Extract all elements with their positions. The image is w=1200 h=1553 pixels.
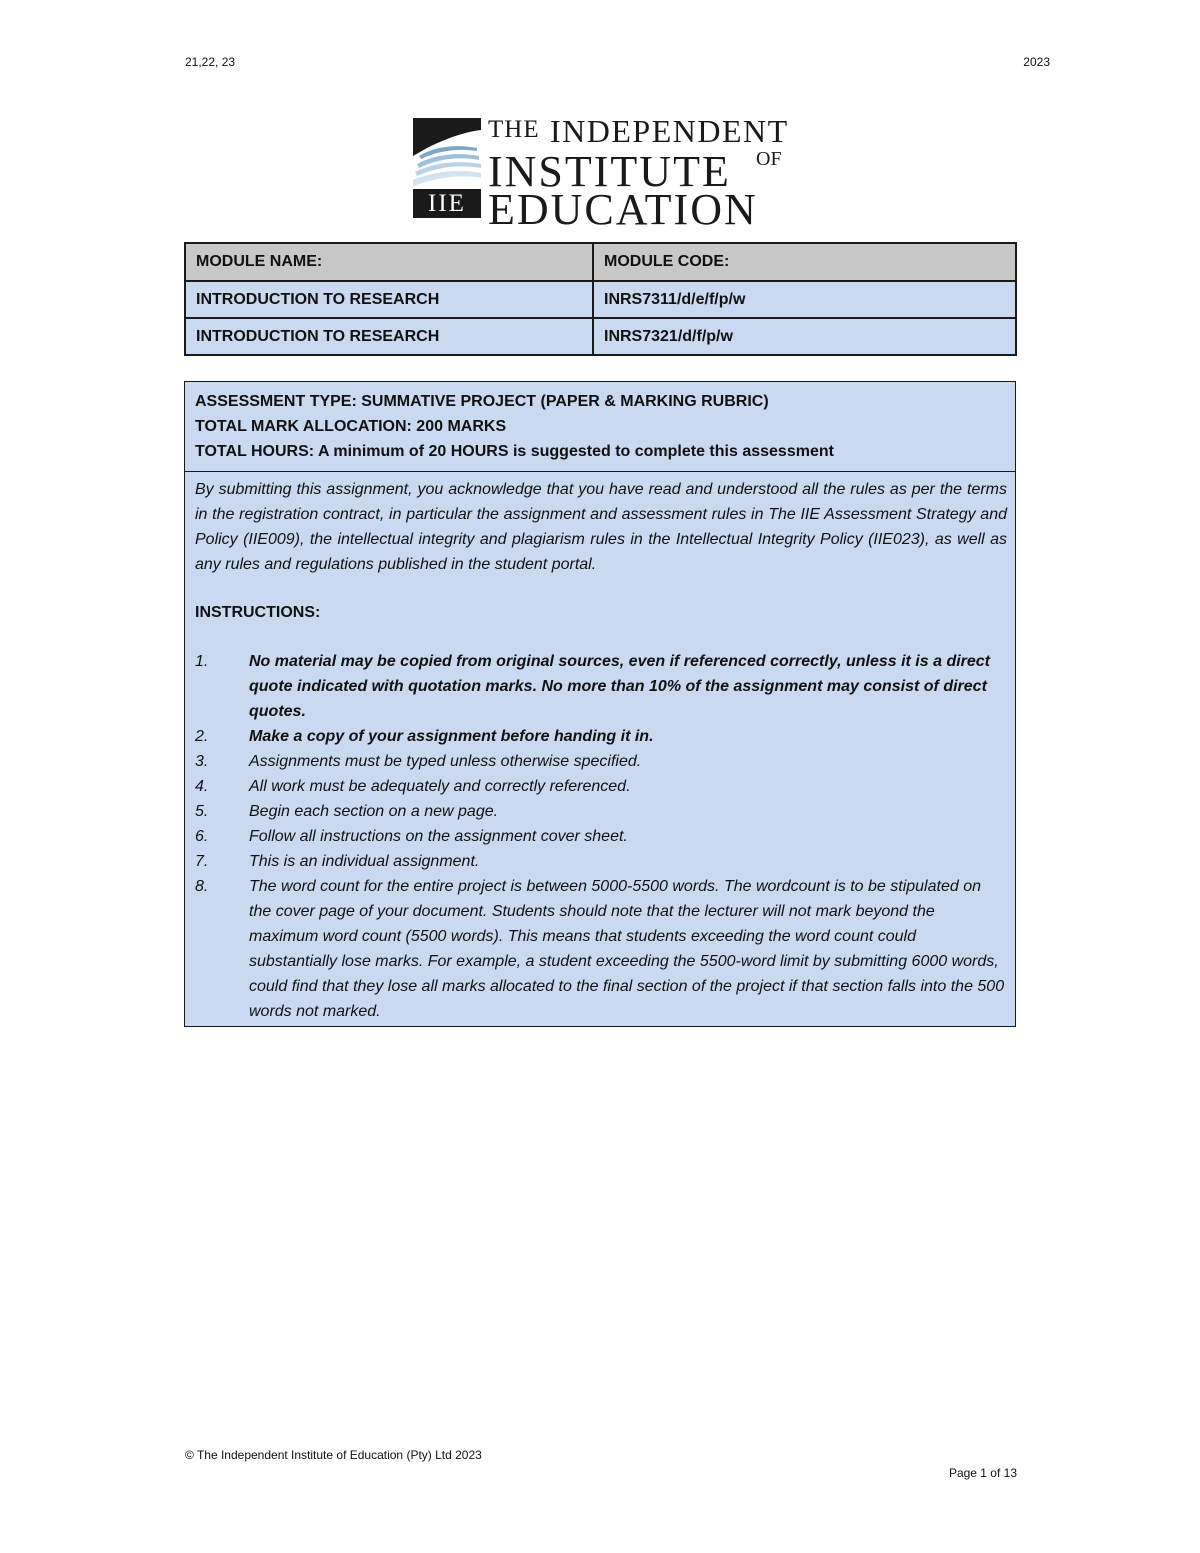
item-text: This is an individual assignment. (249, 853, 480, 870)
list-item (195, 724, 1007, 749)
instructions-list (195, 649, 1007, 1024)
assessment-summary (185, 382, 1015, 472)
table-row (185, 318, 1016, 355)
module-code-header: MODULE CODE: (593, 243, 1016, 281)
item-text: The word count for the entire project is between 5000-5500 words. The wordcount is to be stipulated on the cover page of your document. Students should note that the lecturer will not mark beyond the maximum word count (5500 words). This means that students exceeding the word count could substantially lose marks. For example, a student exceeding the 5500-word limit by submitting 6000 words, could find that they lose all marks allocated to the final section of the project if that section falls into the 500 words not marked. (249, 878, 1005, 1020)
item-text: Follow all instructions on the assignment cover sheet. (249, 828, 628, 845)
item-number: 5. (195, 803, 209, 820)
list-item (195, 824, 1007, 849)
header-left-text: 21,22, 23 (185, 55, 236, 69)
logo-the: THE (488, 116, 540, 143)
assessment-type: ASSESSMENT TYPE: SUMMATIVE PROJECT (PAPER & MARKING RUBRIC) (195, 393, 769, 410)
module-name-cell: INTRODUCTION TO RESEARCH (185, 281, 593, 318)
item-number: 6. (195, 828, 209, 845)
module-name-header: MODULE NAME: (185, 243, 593, 281)
footer-copyright: © The Independent Institute of Education (Pty) Ltd 2023 (185, 1448, 482, 1462)
total-hours: TOTAL HOURS: A minimum of 20 HOURS is suggested to complete this assessment (195, 443, 834, 460)
item-number: 7. (195, 853, 209, 870)
item-number: 2. (195, 728, 209, 745)
list-item (195, 874, 1007, 1024)
list-item (195, 649, 1007, 724)
logo-institute: INSTITUTE (488, 147, 731, 196)
item-number: 8. (195, 878, 209, 895)
item-text: Assignments must be typed unless otherwise specified. (249, 753, 642, 770)
list-item (195, 849, 1007, 874)
item-text: No material may be copied from original sources, even if referenced correctly, unless it is a direct quote indicated with quotation marks. No more than 10% of the assignment may consist of direct quotes. (249, 653, 991, 720)
table-row (185, 281, 1016, 318)
iie-logo (413, 113, 791, 234)
instructions-heading: INSTRUCTIONS: (195, 604, 321, 621)
item-number: 4. (195, 778, 209, 795)
header-right-text: 2023 (1023, 55, 1050, 69)
logo-education: EDUCATION (488, 185, 758, 234)
assessment-box (184, 381, 1016, 1027)
item-number: 1. (195, 653, 209, 670)
acknowledgement-text: By submitting this assignment, you acknowledge that you have read and understood all the rules as per the terms in the registration contract, in particular the assignment and assessment rules in The IIE Assessment Strategy and Policy (IIE009), the intellectual integrity and plagiarism rules in the Intellectual Integrity Policy (IIE023), as well as any rules and regulations published in the student portal. (195, 481, 1007, 573)
item-text: Make a copy of your assignment before handing it in. (249, 728, 654, 745)
item-text: All work must be adequately and correctly referenced. (249, 778, 631, 795)
module-name-cell: INTRODUCTION TO RESEARCH (185, 318, 593, 355)
item-text: Begin each section on a new page. (249, 803, 499, 820)
logo-of: OF (756, 148, 782, 170)
logo-badge: IIE (413, 189, 481, 218)
module-table-header-row (185, 243, 1016, 281)
list-item (195, 799, 1007, 824)
item-number: 3. (195, 753, 209, 770)
page-number: Page 1 of 13 (948, 1466, 1017, 1480)
logo-independent: INDEPENDENT (550, 113, 789, 149)
module-code-cell: INRS7311/d/e/f/p/w (593, 281, 1016, 318)
total-marks: TOTAL MARK ALLOCATION: 200 MARKS (195, 418, 507, 435)
list-item (195, 749, 1007, 774)
module-code-cell: INRS7321/d/f/p/w (593, 318, 1016, 355)
list-item (195, 774, 1007, 799)
assessment-body (185, 472, 1015, 1026)
module-table (184, 242, 1017, 356)
